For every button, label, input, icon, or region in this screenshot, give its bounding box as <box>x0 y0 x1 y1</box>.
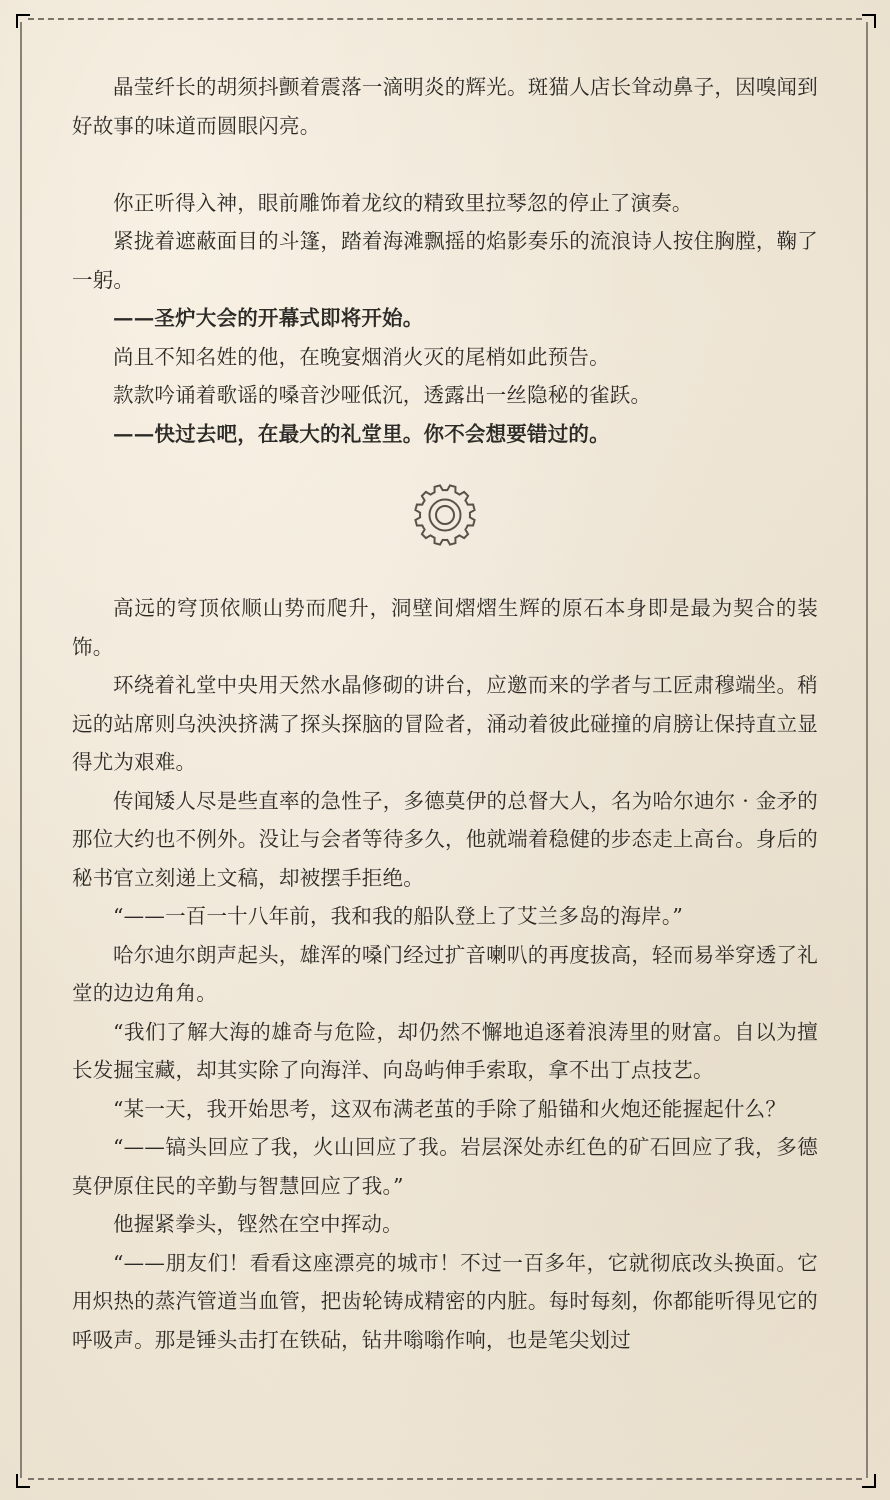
story-section-dialogue <box>72 184 818 454</box>
gear-icon <box>412 482 478 548</box>
story-paragraph: “——一百一十八年前，我和我的船队登上了艾兰多岛的海岸。” <box>113 904 684 928</box>
paragraph-gap <box>72 145 818 184</box>
story-paragraph: 款款吟诵着歌谣的嗓音沙哑低沉，透露出一丝隐秘的雀跃。 <box>113 383 652 407</box>
story-paragraph: 哈尔迪尔朗声起头，雄浑的嗓门经过扩音喇叭的再度拔高，轻而易举穿透了礼堂的边边角角。 <box>72 942 818 1005</box>
story-paragraph: “某一天，我开始思考，这双布满老茧的手除了船锚和火炮还能握起什么？ <box>113 1096 787 1121</box>
frame-corner <box>16 14 30 28</box>
story-paragraph: 他握紧拳头，铿然在空中挥动。 <box>113 1212 403 1236</box>
story-paragraph: “我们了解大海的雄奇与危险，却仍然不懈地追逐着浪涛里的财富。自以为擅长发掘宝藏，却其实除了向海洋、向岛屿伸手索取，拿不出丁点技艺。 <box>72 1019 818 1082</box>
story-paragraph: 高远的穹顶依顺山势而爬升，洞壁间熠熠生辉的原石本身即是最为契合的装饰。 <box>72 596 818 659</box>
story-section-top <box>72 68 818 145</box>
story-paragraph: 紧拢着遮蔽面目的斗篷，踏着海滩飘摇的焰影奏乐的流浪诗人按住胸膛，鞠了一躬。 <box>72 229 818 292</box>
frame-top-border <box>28 18 862 20</box>
story-text <box>72 68 818 1359</box>
frame-corner <box>862 14 876 28</box>
story-paragraph: 晶莹纤长的胡须抖颤着震落一滴明炎的辉光。斑猫人店长耸动鼻子，因嗅闻到好故事的味道而圆眼闪亮。 <box>72 75 818 138</box>
story-paragraph: “——朋友们！看看这座漂亮的城市！不过一百多年，它就彻底改头换面。它用炽热的蒸汽管道当血管，把齿轮铸成精密的内脏。每时每刻，你都能听得见它的呼吸声。那是锤头击打在铁砧，钻井嗡嗡作响，也是笔尖划过 <box>72 1250 818 1352</box>
story-paragraph: ——快过去吧，在最大的礼堂里。你不会想要错过的。 <box>113 421 610 446</box>
frame-corner <box>16 1474 30 1488</box>
story-paragraph: 传闻矮人尽是些直率的急性子，多德莫伊的总督大人，名为哈尔迪尔 · 金矛的那位大约也不例外。没让与会者等待多久，他就端着稳健的步态走上高台。身后的秘书官立刻递上文稿，却被摆手拒绝。 <box>72 788 818 890</box>
frame-left-border <box>20 22 22 1478</box>
story-paragraph: ——圣炉大会的开幕式即将开始。 <box>113 306 424 330</box>
story-paragraph: 环绕着礼堂中央用天然水晶修砌的讲台，应邀而来的学者与工匠肃穆端坐。稍远的站席则乌泱泱挤满了探头探脑的冒险者，涌动着彼此碰撞的肩膀让保持直立显得尤为艰难。 <box>72 673 818 774</box>
section-divider <box>72 453 818 577</box>
story-section-hall <box>72 589 818 1359</box>
frame-right-border <box>866 22 868 1478</box>
frame-corner <box>862 1474 876 1488</box>
story-paragraph: 你正听得入神，眼前雕饰着龙纹的精致里拉琴忽的停止了演奏。 <box>113 190 693 215</box>
frame-bottom-border <box>28 1478 862 1480</box>
story-paragraph: 尚且不知名姓的他，在晚宴烟消火灭的尾梢如此预告。 <box>113 344 610 369</box>
story-paragraph: “——镐头回应了我，火山回应了我。岩层深处赤红色的矿石回应了我，多德莫伊原住民的辛勤与智慧回应了我。” <box>72 1135 818 1198</box>
